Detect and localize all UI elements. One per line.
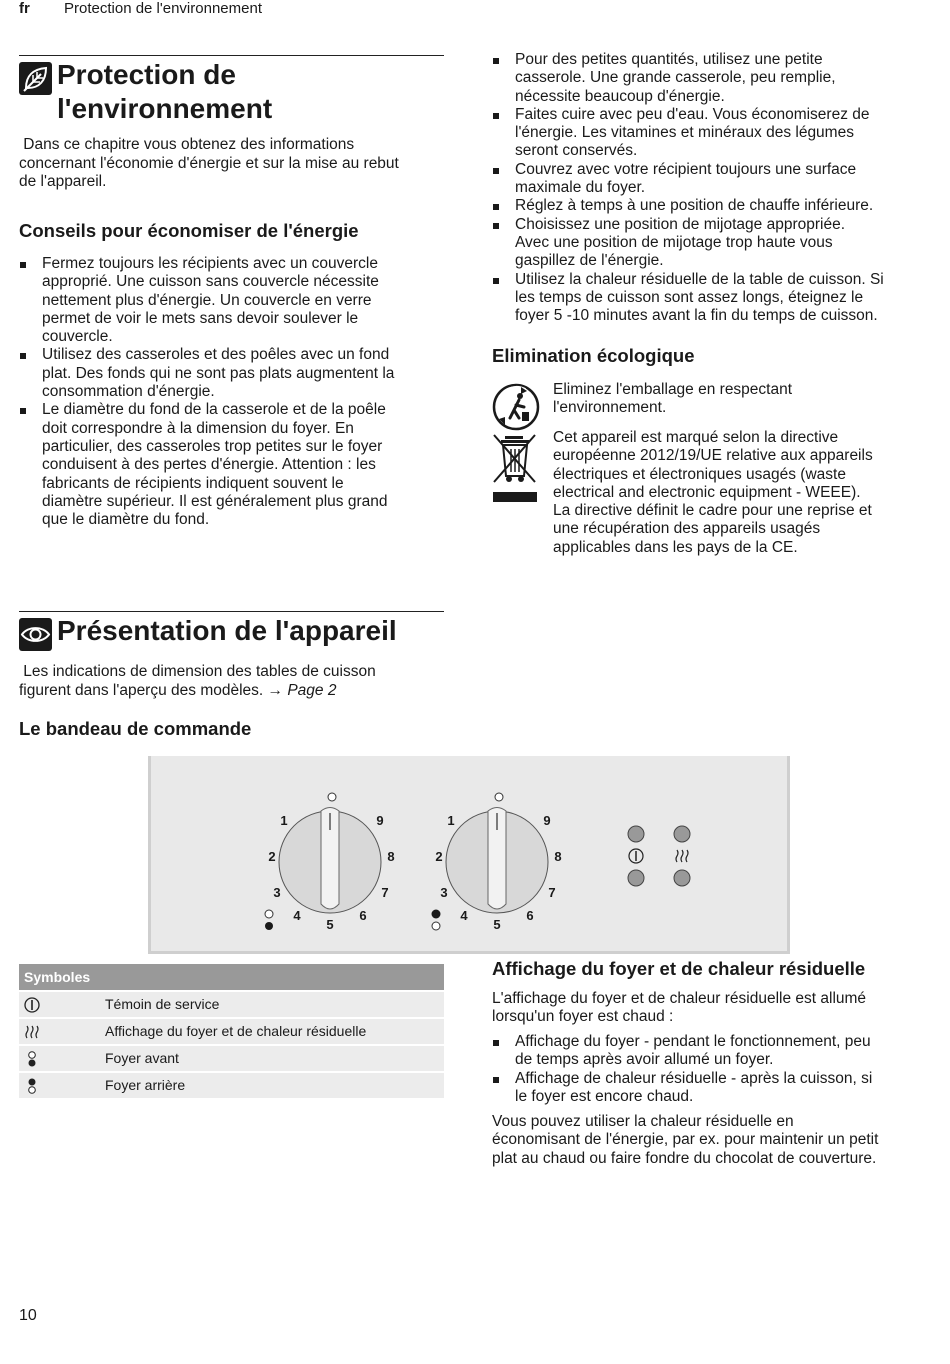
display-intro (492, 990, 932, 1027)
text-line: electrical and electronic equipment - WEEE). (553, 483, 861, 501)
list-item-line: Faites cuire avec peu d'eau. Vous économiserez de (515, 105, 870, 123)
section-title-line-1: Protection de (57, 59, 236, 90)
list-item (19, 401, 449, 529)
list-item-line: Avec une position de mijotage trop haute vous (515, 233, 833, 251)
text-line: La directive définit le cadre pour une reprise et (553, 502, 872, 520)
knob-scale-label: 3 (440, 885, 448, 900)
section-title-line-2: l'environnement (57, 93, 273, 124)
list-item-line: consommation d'énergie. (42, 383, 215, 401)
text-line: Eliminez l'emballage en respectant (553, 381, 793, 398)
energy-tips-heading: Conseils pour économiser de l'énergie (19, 220, 359, 241)
text-line: l'environnement. (553, 399, 667, 417)
rear-zone-marker (432, 910, 441, 931)
list-item (492, 1033, 932, 1070)
front-zone-icon (23, 1050, 41, 1068)
disposal-weee-text (553, 429, 933, 557)
list-item-line: Affichage de chaleur résiduelle - après la cuisson, si (515, 1069, 873, 1087)
list-item-line: Le diamètre du fond de la casserole et de la poêle (42, 401, 386, 419)
list-item-line: casserole. Une grande casserole, peu remplie, (515, 69, 836, 87)
front-zone-marker (265, 910, 273, 930)
intro-line: concernant l'économie d'énergie et sur la mise au rebut (19, 154, 399, 172)
list-item-line: les temps de cuisson sont assez longs, éteignez le (515, 288, 864, 306)
list-item-line: Choisissez une position de mijotage appropriée. (515, 215, 846, 233)
list-item-line: approprié. Une cuisson sans couvercle nécessite (42, 273, 379, 291)
knob-scale-label: 8 (554, 849, 562, 864)
knob-scale-label: 3 (273, 885, 281, 900)
knob-scale-label: 4 (460, 908, 468, 923)
section-title (57, 58, 272, 126)
display-list (492, 1033, 932, 1106)
list-item-line: permet de voir le mets sans devoir soulever le (42, 309, 359, 327)
text-line: européenne 2012/19/UE relative aux appareils (553, 447, 873, 465)
leaf-icon (19, 62, 52, 95)
list-item (492, 106, 932, 161)
packaging-recycling-icon (491, 382, 541, 432)
energy-tips-list-right (492, 51, 932, 325)
intro-line: de l'appareil. (19, 173, 107, 190)
control-panel-illustration (148, 756, 790, 954)
weee-crossed-bin-icon (491, 432, 539, 506)
knob-scale-label: 4 (293, 908, 301, 923)
list-item (492, 216, 932, 271)
list-item-line: doit correspondre à la dimension du foyer. En (42, 419, 354, 437)
knob-scale-label: 7 (381, 885, 389, 900)
list-item-line: le foyer est encore chaud. (515, 1087, 694, 1105)
text-line: électriques et électroniques usagés (waste (553, 465, 846, 483)
list-item-line: Affichage du foyer - pendant le fonctionnement, peu (515, 1033, 871, 1050)
table-row (19, 1017, 444, 1044)
list-item-line: l'énergie. Les vitamines et minéraux des légumes (515, 124, 854, 142)
knob-scale-label: 7 (548, 885, 556, 900)
disposal-heading: Elimination écologique (492, 345, 695, 366)
service-indicator-icon (629, 849, 643, 863)
language-code: fr (19, 0, 30, 17)
list-item-line: diamètre supérieur. Il est généralement plus grand (42, 492, 388, 510)
disposal-packaging-text (553, 381, 933, 418)
residual-heat-icon (676, 850, 688, 862)
text-line: lorsqu'un foyer est chaud : (492, 1008, 674, 1026)
intro-line: Les indications de dimension des tables de cuisson (19, 663, 376, 680)
page-number: 10 (19, 1307, 37, 1324)
list-item (492, 161, 932, 198)
list-item-line: nettement plus d'énergie. Un couvercle en verre (42, 291, 372, 309)
text-line: une récupération des appareils usagés (553, 520, 821, 538)
list-item-line: couvercle. (42, 328, 113, 346)
symbols-table (19, 964, 444, 1098)
knob-scale-label: 2 (435, 849, 443, 864)
section-heading-environment (19, 55, 444, 126)
list-item-line: de temps après avoir allumé un foyer. (515, 1051, 774, 1069)
list-item (492, 271, 932, 326)
table-row (19, 990, 444, 1017)
control-panel-drawing (151, 756, 787, 951)
section-heading-appliance (19, 611, 444, 652)
list-item (492, 51, 932, 106)
list-item (19, 346, 449, 401)
list-item-line: que le diamètre du fond. (42, 511, 210, 529)
energy-tips-list-left (19, 255, 449, 529)
text-line: Cet appareil est marqué selon la directive (553, 429, 839, 446)
list-item-line: seront conservés. (515, 142, 638, 160)
knob-scale-label: 9 (543, 813, 551, 828)
list-item-line: fabricants de récipients indiquent souvent le (42, 474, 344, 492)
service-indicator-icon (23, 996, 41, 1014)
indicator-lights (628, 826, 690, 886)
text-line: L'affichage du foyer et de chaleur résiduelle est allumé (492, 990, 867, 1007)
list-item-line: Utilisez des casseroles et des poêles avec un fond (42, 346, 390, 364)
knob-scale-label: 9 (376, 813, 384, 828)
control-panel-heading: Le bandeau de commande (19, 718, 252, 739)
list-item (19, 255, 449, 346)
knob-scale-label: 2 (268, 849, 276, 864)
list-item-line: maximale du foyer. (515, 179, 646, 197)
knob-scale-label: 1 (447, 813, 455, 828)
symbol-label: Affichage du foyer et de chaleur résiduelle (105, 1023, 367, 1039)
environment-intro (19, 136, 449, 192)
knob-scale-label: 6 (359, 908, 367, 923)
list-item-line: foyer 5 -10 minutes avant la fin du temps de cuisson. (515, 307, 878, 325)
knob-scale-label: 8 (387, 849, 395, 864)
rear-zone-icon (23, 1077, 41, 1095)
list-item-line: Utilisez la chaleur résiduelle de la table de cuisson. Si (515, 270, 884, 288)
list-item-line: particulier, des casseroles trop petites sur le foyer (42, 437, 383, 455)
text-line: Vous pouvez utiliser la chaleur résiduelle en (492, 1113, 794, 1130)
symbol-label: Foyer avant (105, 1050, 179, 1066)
symbol-label: Foyer arrière (105, 1077, 186, 1093)
arrow-right-icon: → (267, 681, 284, 699)
page-reference-link[interactable]: Page 2 (287, 681, 337, 699)
eye-icon (19, 618, 52, 651)
table-row (19, 1071, 444, 1098)
appliance-intro (19, 663, 449, 700)
knob-scale-label: 5 (326, 917, 334, 932)
running-header-title: Protection de l'environnement (64, 0, 262, 17)
text-line: économisant de l'énergie, par ex. pour maintenir un petit (492, 1131, 879, 1149)
section-title: Présentation de l'appareil (57, 615, 397, 646)
list-item-line: Fermez toujours les récipients avec un couvercle (42, 255, 378, 272)
intro-line (19, 682, 449, 701)
list-item (492, 1070, 932, 1107)
text-line: applicables dans les pays de la CE. (553, 538, 798, 556)
intro-line: Dans ce chapitre vous obtenez des informations (19, 136, 355, 153)
list-item-line: Pour des petites quantités, utilisez une petite (515, 51, 823, 68)
text-line: plat au chaud ou faire fondre du chocolat de couverture. (492, 1149, 877, 1167)
knob-scale-label: 5 (493, 917, 501, 932)
residual-heat-icon (23, 1023, 41, 1041)
table-row (19, 1044, 444, 1071)
list-item-line: Réglez à temps à une position de chauffe inférieure. (515, 197, 874, 215)
list-item-line: gaspillez de l'énergie. (515, 252, 664, 270)
symbols-table-header: Symboles (19, 964, 444, 990)
knob-scale-label: 6 (526, 908, 534, 923)
intro-text: figurent dans l'aperçu des modèles. (19, 681, 264, 699)
symbol-label: Témoin de service (105, 996, 220, 1012)
knob-scale-label: 1 (280, 813, 288, 828)
list-item-line: plat. Des fonds qui ne sont pas plats augmentent la (42, 364, 395, 382)
list-item-line: nécessite beaucoup d'énergie. (515, 87, 725, 105)
display-outro (492, 1113, 932, 1168)
knob-rear-left (446, 793, 551, 913)
list-item-line: conduisent à des pertes d'énergie. Attention : les (42, 456, 376, 474)
list-item-line: Couvrez avec votre récipient toujours une surface (515, 160, 857, 178)
knob-front-left (279, 793, 384, 913)
display-heading: Affichage du foyer et de chaleur résiduelle (492, 958, 866, 979)
list-item (492, 197, 932, 215)
